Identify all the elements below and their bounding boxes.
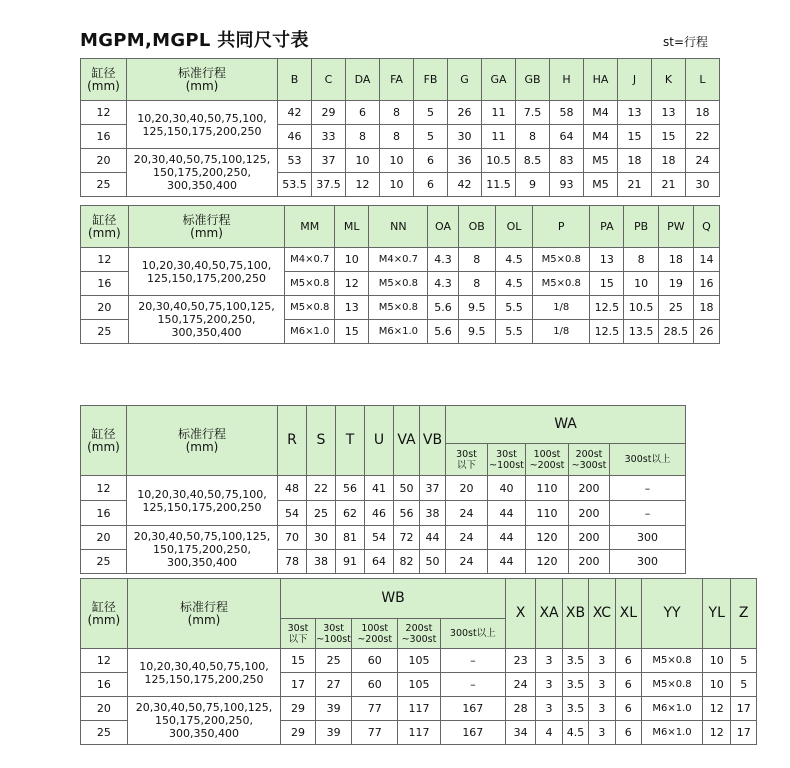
table-cell: 5 (414, 125, 448, 149)
table-cell: 24 (446, 526, 488, 550)
table-cell: 8 (346, 125, 380, 149)
table-cell: 5 (731, 673, 757, 697)
table-cell: 12 (335, 272, 369, 296)
col-header: K (652, 59, 686, 101)
table-cell: 53.5 (278, 173, 312, 197)
col-header: GB (516, 59, 550, 101)
col-header: XB (562, 579, 588, 649)
table-cell: 23 (505, 649, 535, 673)
table-cell: 20 (446, 476, 488, 501)
table-cell: 54 (278, 501, 307, 526)
table-cell: 12 (346, 173, 380, 197)
table-cell: 91 (336, 550, 365, 574)
table-cell: 18 (618, 149, 652, 173)
table-cell: 13 (618, 101, 652, 125)
table-cell: 8 (458, 272, 495, 296)
table-cell: 1/8 (533, 296, 590, 320)
table-cell: 8.5 (516, 149, 550, 173)
table-cell: – (440, 649, 505, 673)
col-header: U (365, 406, 394, 476)
col-header: G (448, 59, 482, 101)
col-header: R (278, 406, 307, 476)
table-cell: 53 (278, 149, 312, 173)
table-cell: 17 (281, 673, 316, 697)
bore-cell: 25 (81, 721, 128, 745)
table-cell: 21 (618, 173, 652, 197)
table-cell: 29 (312, 101, 346, 125)
table-cell: 3 (536, 673, 562, 697)
stroke-cell: 10,20,30,40,50,75,100, 125,150,175,200,250 (127, 649, 280, 697)
table-cell: 105 (398, 649, 441, 673)
table-cell: 12.5 (590, 320, 624, 344)
wb-sub-header: 100st ~200st (352, 619, 398, 649)
table-cell: 42 (278, 101, 312, 125)
table-cell: 120 (526, 550, 569, 574)
col-header: VA (394, 406, 420, 476)
bore-cell: 25 (81, 320, 129, 344)
dimension-table-2 (80, 205, 720, 344)
table-cell: 18 (658, 248, 693, 272)
table-cell: 70 (278, 526, 307, 550)
table-cell: 200 (569, 550, 610, 574)
table-cell: M5 (584, 173, 618, 197)
col-header: PA (590, 206, 624, 248)
table-cell: 300 (610, 550, 686, 574)
table-cell: M4 (584, 101, 618, 125)
table-cell: 82 (394, 550, 420, 574)
table-cell: 15 (618, 125, 652, 149)
table-cell: 93 (550, 173, 584, 197)
col-header: X (505, 579, 535, 649)
col-header: PB (624, 206, 658, 248)
col-header: OA (428, 206, 458, 248)
table-cell: 120 (526, 526, 569, 550)
table-cell: M6×1.0 (642, 697, 703, 721)
table-cell: 13 (335, 296, 369, 320)
table-cell: 39 (315, 721, 352, 745)
table-cell: 4.5 (495, 272, 532, 296)
table-cell: 5.6 (428, 320, 458, 344)
table-cell: 6 (615, 649, 641, 673)
table-cell: 14 (693, 248, 719, 272)
table-cell: 6 (615, 721, 641, 745)
stroke-cell: 10,20,30,40,50,75,100, 125,150,175,200,250 (127, 101, 278, 149)
table-cell: 25 (658, 296, 693, 320)
col-header: J (618, 59, 652, 101)
table-cell: 50 (394, 476, 420, 501)
table-cell: 9.5 (458, 320, 495, 344)
col-header: B (278, 59, 312, 101)
table-cell: 6 (414, 173, 448, 197)
table-cell: 110 (526, 501, 569, 526)
table-cell: M6×1.0 (642, 721, 703, 745)
col-header: S (307, 406, 336, 476)
bore-cell: 12 (81, 101, 127, 125)
table-cell: 38 (420, 501, 446, 526)
table-cell: 62 (336, 501, 365, 526)
bore-cell: 12 (81, 649, 128, 673)
table-cell: 18 (686, 101, 720, 125)
table-cell: 167 (440, 721, 505, 745)
col-header: ML (335, 206, 369, 248)
page-title: MGPM,MGPL 共同尺寸表 (80, 30, 309, 51)
table-cell: 7.5 (516, 101, 550, 125)
table-cell: 50 (420, 550, 446, 574)
table-cell: 117 (398, 697, 441, 721)
col-header: L (686, 59, 720, 101)
col-header: H (550, 59, 584, 101)
col-header: C (312, 59, 346, 101)
table-cell: 8 (624, 248, 658, 272)
table-cell: 11 (482, 125, 516, 149)
table-cell: 42 (448, 173, 482, 197)
table-cell: 17 (731, 721, 757, 745)
table-cell: 48 (278, 476, 307, 501)
col-header: OL (495, 206, 532, 248)
table-cell: 8 (380, 101, 414, 125)
wa-sub-header: 100st ~200st (526, 444, 569, 476)
table-cell: 12 (703, 697, 731, 721)
table-cell: 64 (365, 550, 394, 574)
stroke-header: 标准行程 (mm) (128, 206, 285, 248)
table-cell: 12.5 (590, 296, 624, 320)
bore-cell: 12 (81, 248, 129, 272)
table-cell: 41 (365, 476, 394, 501)
table-cell: 83 (550, 149, 584, 173)
table-cell: 13 (590, 248, 624, 272)
table-cell: 15 (281, 649, 316, 673)
table-cell: 58 (550, 101, 584, 125)
wa-group-header: WA (446, 406, 686, 444)
stroke-cell: 20,30,40,50,75,100,125, 150,175,200,250, 300,350,400 (128, 296, 285, 344)
table-cell: 4 (536, 721, 562, 745)
table-cell: 10 (380, 173, 414, 197)
col-header: GA (482, 59, 516, 101)
table-cell: 44 (420, 526, 446, 550)
table-cell: 200 (569, 476, 610, 501)
table-cell: 21 (652, 173, 686, 197)
table-cell: 36 (448, 149, 482, 173)
wb-group-header: WB (281, 579, 506, 619)
table-cell: 10 (380, 149, 414, 173)
stroke-header: 标准行程 (mm) (127, 59, 278, 101)
table-cell: 10.5 (624, 296, 658, 320)
table-cell: 26 (448, 101, 482, 125)
stroke-cell: 20,30,40,50,75,100,125, 150,175,200,250, 300,350,400 (127, 526, 278, 574)
table-cell: 18 (693, 296, 719, 320)
stroke-cell: 20,30,40,50,75,100,125, 150,175,200,250, 300,350,400 (127, 697, 280, 745)
table-cell: 13.5 (624, 320, 658, 344)
col-header: PW (658, 206, 693, 248)
table-cell: 46 (278, 125, 312, 149)
table-cell: 3.5 (562, 673, 588, 697)
table-cell: 22 (307, 476, 336, 501)
table-cell: 17 (731, 697, 757, 721)
table-cell: 37 (420, 476, 446, 501)
stroke-cell: 10,20,30,40,50,75,100, 125,150,175,200,250 (128, 248, 285, 296)
table-cell: 1/8 (533, 320, 590, 344)
table-cell: 8 (458, 248, 495, 272)
table-cell: 8 (516, 125, 550, 149)
table-cell: 10 (624, 272, 658, 296)
table-cell: 72 (394, 526, 420, 550)
bore-header: 缸径 (mm) (81, 579, 128, 649)
table-cell: 24 (446, 550, 488, 574)
bore-cell: 25 (81, 173, 127, 197)
col-header: OB (458, 206, 495, 248)
col-header: XA (536, 579, 562, 649)
table-cell: M5×0.8 (642, 673, 703, 697)
col-header: DA (346, 59, 380, 101)
col-header: XC (589, 579, 615, 649)
table-cell: 28.5 (658, 320, 693, 344)
stroke-header: 标准行程 (mm) (127, 579, 280, 649)
table-cell: 11 (482, 101, 516, 125)
table-cell: 18 (652, 149, 686, 173)
table-cell: 10 (703, 649, 731, 673)
table-cell: 38 (307, 550, 336, 574)
col-header: MM (285, 206, 335, 248)
table-cell: 44 (488, 526, 526, 550)
table-cell: M5×0.8 (285, 296, 335, 320)
table-cell: 19 (658, 272, 693, 296)
stroke-cell: 10,20,30,40,50,75,100, 125,150,175,200,250 (127, 476, 278, 526)
table-cell: 4.5 (562, 721, 588, 745)
table-cell: 33 (312, 125, 346, 149)
table-cell: 37.5 (312, 173, 346, 197)
dimension-table-1 (80, 58, 720, 197)
dimension-table-4 (80, 578, 757, 745)
table-cell: 4.3 (428, 248, 458, 272)
table-cell: 3 (536, 697, 562, 721)
bore-cell: 20 (81, 296, 129, 320)
table-cell: 27 (315, 673, 352, 697)
table-cell: 300 (610, 526, 686, 550)
table-cell: 26 (693, 320, 719, 344)
table-cell: 15 (590, 272, 624, 296)
table-cell: M5×0.8 (533, 272, 590, 296)
table-cell: 56 (394, 501, 420, 526)
table-cell: 60 (352, 649, 398, 673)
table-cell: 34 (505, 721, 535, 745)
bore-cell: 20 (81, 697, 128, 721)
table-cell: M5 (584, 149, 618, 173)
table-cell: 3.5 (562, 649, 588, 673)
bore-cell: 12 (81, 476, 127, 501)
dimension-table-3 (80, 405, 686, 574)
table-cell: 25 (315, 649, 352, 673)
table-cell: M6×1.0 (369, 320, 428, 344)
wb-sub-header: 30st ~100st (315, 619, 352, 649)
table-cell: 3 (589, 673, 615, 697)
table-cell: 8 (380, 125, 414, 149)
table-cell: 15 (652, 125, 686, 149)
table-cell: 10 (703, 673, 731, 697)
table-cell: – (440, 673, 505, 697)
table-cell: 30 (686, 173, 720, 197)
bore-cell: 20 (81, 526, 127, 550)
wa-sub-header: 30st 以下 (446, 444, 488, 476)
bore-header: 缸径 (mm) (81, 406, 127, 476)
bore-header: 缸径 (mm) (81, 59, 127, 101)
bore-header: 缸径 (mm) (81, 206, 129, 248)
table-cell: M4×0.7 (369, 248, 428, 272)
table-cell: 15 (335, 320, 369, 344)
table-cell: 9.5 (458, 296, 495, 320)
col-header: NN (369, 206, 428, 248)
table-cell: 60 (352, 673, 398, 697)
table-cell: M6×1.0 (285, 320, 335, 344)
bore-cell: 16 (81, 673, 128, 697)
bore-cell: 16 (81, 125, 127, 149)
table-cell: 29 (281, 721, 316, 745)
col-header: T (336, 406, 365, 476)
table-cell: 5.5 (495, 320, 532, 344)
table-cell: 10 (335, 248, 369, 272)
bore-cell: 25 (81, 550, 127, 574)
table-cell: 25 (307, 501, 336, 526)
table-cell: 3 (589, 721, 615, 745)
table-cell: 5 (414, 101, 448, 125)
col-header: P (533, 206, 590, 248)
col-header: YL (703, 579, 731, 649)
stroke-note: st=行程 (663, 35, 709, 49)
table-cell: M5×0.8 (642, 649, 703, 673)
table-cell: 64 (550, 125, 584, 149)
table-cell: 44 (488, 501, 526, 526)
table-cell: 40 (488, 476, 526, 501)
table-cell: M5×0.8 (285, 272, 335, 296)
wa-sub-header: 300st以上 (610, 444, 686, 476)
col-header: XL (615, 579, 641, 649)
wb-sub-header: 30st 以下 (281, 619, 316, 649)
col-header: Z (731, 579, 757, 649)
table-cell: 6 (414, 149, 448, 173)
table-cell: 30 (448, 125, 482, 149)
table-cell: 5.6 (428, 296, 458, 320)
table-cell: 9 (516, 173, 550, 197)
table-cell: M4×0.7 (285, 248, 335, 272)
wa-sub-header: 30st ~100st (488, 444, 526, 476)
table-cell: 5.5 (495, 296, 532, 320)
table-cell: 81 (336, 526, 365, 550)
table-cell: 4.5 (495, 248, 532, 272)
table-cell: 39 (315, 697, 352, 721)
stroke-header: 标准行程 (mm) (127, 406, 278, 476)
table-cell: 78 (278, 550, 307, 574)
col-header: HA (584, 59, 618, 101)
table-cell: 56 (336, 476, 365, 501)
table-cell: 12 (703, 721, 731, 745)
table-cell: 200 (569, 501, 610, 526)
table-cell: 167 (440, 697, 505, 721)
table-cell: 117 (398, 721, 441, 745)
table-cell: 3 (589, 649, 615, 673)
table-cell: M5×0.8 (533, 248, 590, 272)
table-cell: 24 (446, 501, 488, 526)
bore-cell: 16 (81, 272, 129, 296)
stroke-cell: 20,30,40,50,75,100,125, 150,175,200,250, 300,350,400 (127, 149, 278, 197)
table-cell: 13 (652, 101, 686, 125)
table-cell: 16 (693, 272, 719, 296)
table-cell: 28 (505, 697, 535, 721)
table-cell: 10 (346, 149, 380, 173)
table-cell: – (610, 501, 686, 526)
table-cell: 37 (312, 149, 346, 173)
table-cell: – (610, 476, 686, 501)
table-cell: 200 (569, 526, 610, 550)
wb-sub-header: 200st ~300st (398, 619, 441, 649)
table-cell: 46 (365, 501, 394, 526)
col-header: VB (420, 406, 446, 476)
table-cell: 30 (307, 526, 336, 550)
table-cell: M5×0.8 (369, 272, 428, 296)
table-cell: 10.5 (482, 149, 516, 173)
table-cell: 24 (505, 673, 535, 697)
table-cell: 3.5 (562, 697, 588, 721)
bore-cell: 16 (81, 501, 127, 526)
table-cell: 11.5 (482, 173, 516, 197)
table-cell: 44 (488, 550, 526, 574)
table-cell: 6 (346, 101, 380, 125)
col-header: YY (642, 579, 703, 649)
col-header: FB (414, 59, 448, 101)
table-cell: M4 (584, 125, 618, 149)
table-cell: M5×0.8 (369, 296, 428, 320)
table-cell: 77 (352, 721, 398, 745)
bore-cell: 20 (81, 149, 127, 173)
table-cell: 54 (365, 526, 394, 550)
table-cell: 24 (686, 149, 720, 173)
table-cell: 110 (526, 476, 569, 501)
table-cell: 29 (281, 697, 316, 721)
wa-sub-header: 200st ~300st (569, 444, 610, 476)
table-cell: 105 (398, 673, 441, 697)
wb-sub-header: 300st以上 (440, 619, 505, 649)
table-cell: 22 (686, 125, 720, 149)
col-header: FA (380, 59, 414, 101)
table-cell: 3 (536, 649, 562, 673)
table-cell: 3 (589, 697, 615, 721)
col-header: Q (693, 206, 719, 248)
table-cell: 5 (731, 649, 757, 673)
table-cell: 77 (352, 697, 398, 721)
table-cell: 4.3 (428, 272, 458, 296)
table-cell: 6 (615, 673, 641, 697)
table-cell: 6 (615, 697, 641, 721)
